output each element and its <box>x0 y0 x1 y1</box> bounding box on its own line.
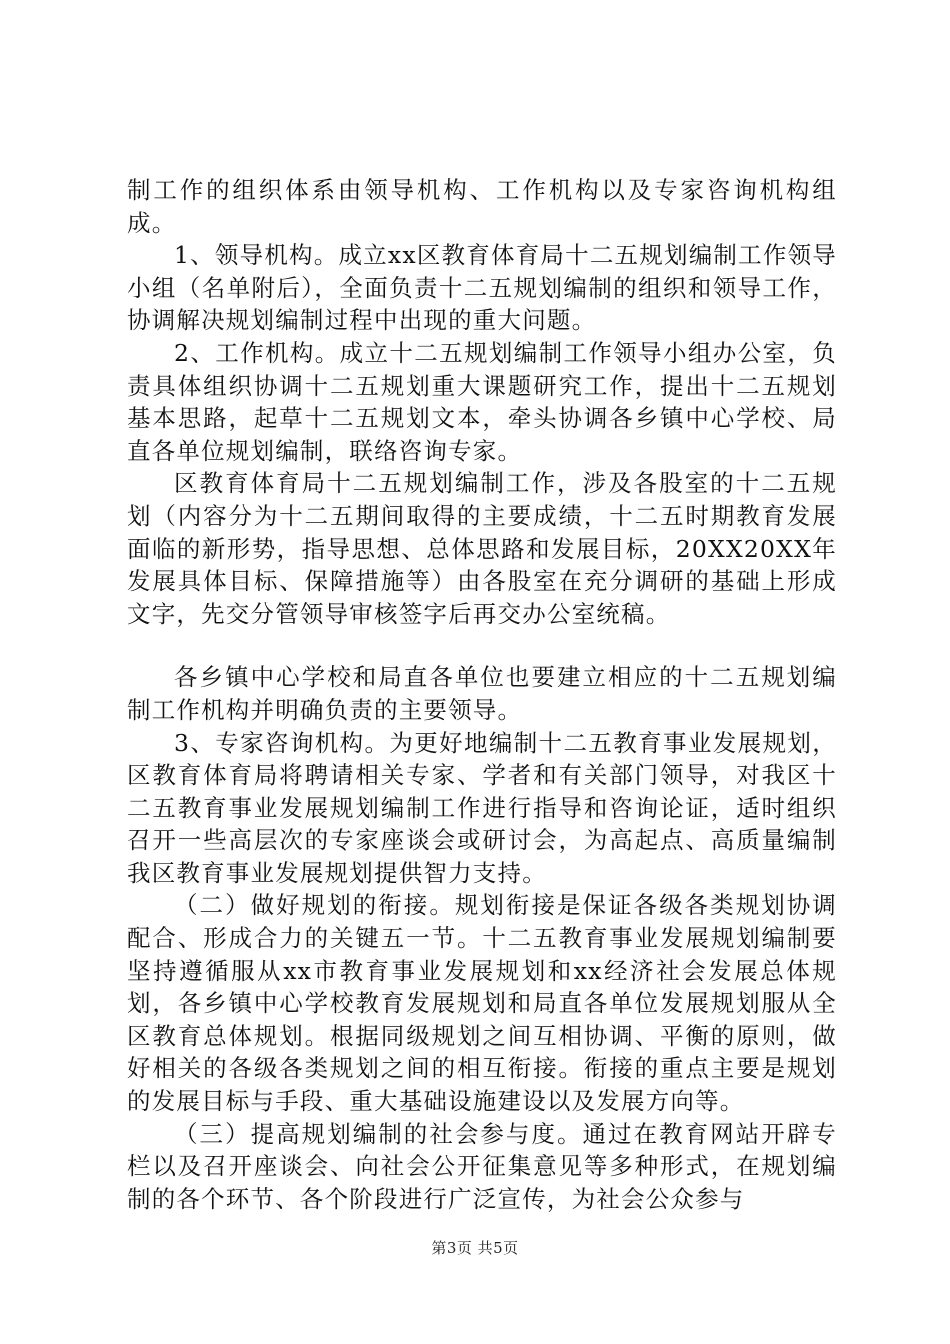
page-number-footer: 第3页 共5页 <box>431 1239 519 1257</box>
document-body <box>127 174 837 1215</box>
paragraph-public-participation: （三）提高规划编制的社会参与度。通过在教育网站开辟专栏以及召开座谈会、向社会公开征集意见等多种形式，在规划编制的各个环节、各个阶段进行广泛宣传，为社会公众参与 <box>127 1119 837 1213</box>
paragraph-leadership-body: 1、领导机构。成立xx区教育体育局十二五规划编制工作领导小组（名单附后），全面负责十二五规划编制的组织和领导工作，协调解决规划编制过程中出现的重大问题。 <box>127 241 837 335</box>
paragraph-expert-consulting: 3、专家咨询机构。为更好地编制十二五教育事业发展规划，区教育体育局将聘请相关专家、学者和有关部门领导，对我区十二五教育事业发展规划编制工作进行指导和咨询论证，适时组织召开一些高层次的专家座谈会或研讨会，为高起点、高质量编制我区教育事业发展规划提供智力支持。 <box>127 728 837 887</box>
paragraph-plan-coordination: （二）做好规划的衔接。规划衔接是保证各级各类规划协调配合、形成合力的关键五一节。十二五教育事业发展规划编制要坚持遵循服从xx市教育事业发展规划和xx经济社会发展总体规划，各乡镇中心学校教育发展规划和局直各单位发展规划服从全区教育总体规划。根据同级规划之间互相协调、平衡的原则，做好相关的各级各类规划之间的相互衔接。衔接的重点主要是规划的发展目标与手段、重大基础设施建设以及发展方向等。 <box>127 891 837 1116</box>
paragraph-working-body: 2、工作机构。成立十二五规划编制工作领导小组办公室，负责具体组织协调十二五规划重大课题研究工作，提出十二五规划基本思路，起草十二五规划文本，牵头协调各乡镇中心学校、局直各单位规划编制，联络咨询专家。 <box>127 338 837 465</box>
paragraph-bureau-planning: 区教育体育局十二五规划编制工作，涉及各股室的十二五规划（内容分为十二五期间取得的主要成绩，十二五时期教育发展面临的新形势，指导思想、总体思路和发展目标，20XX20XX年发展具体目标、保障措施等）由各股室在充分调研的基础上形成文字，先交分管领导审核签字后再交办公室统稿。 <box>127 469 837 628</box>
paragraph-township-schools: 各乡镇中心学校和局直各单位也要建立相应的十二五规划编制工作机构并明确负责的主要领导。 <box>127 663 837 724</box>
paragraph-organization-system: 制工作的组织体系由领导机构、工作机构以及专家咨询机构组成。 <box>127 176 837 237</box>
